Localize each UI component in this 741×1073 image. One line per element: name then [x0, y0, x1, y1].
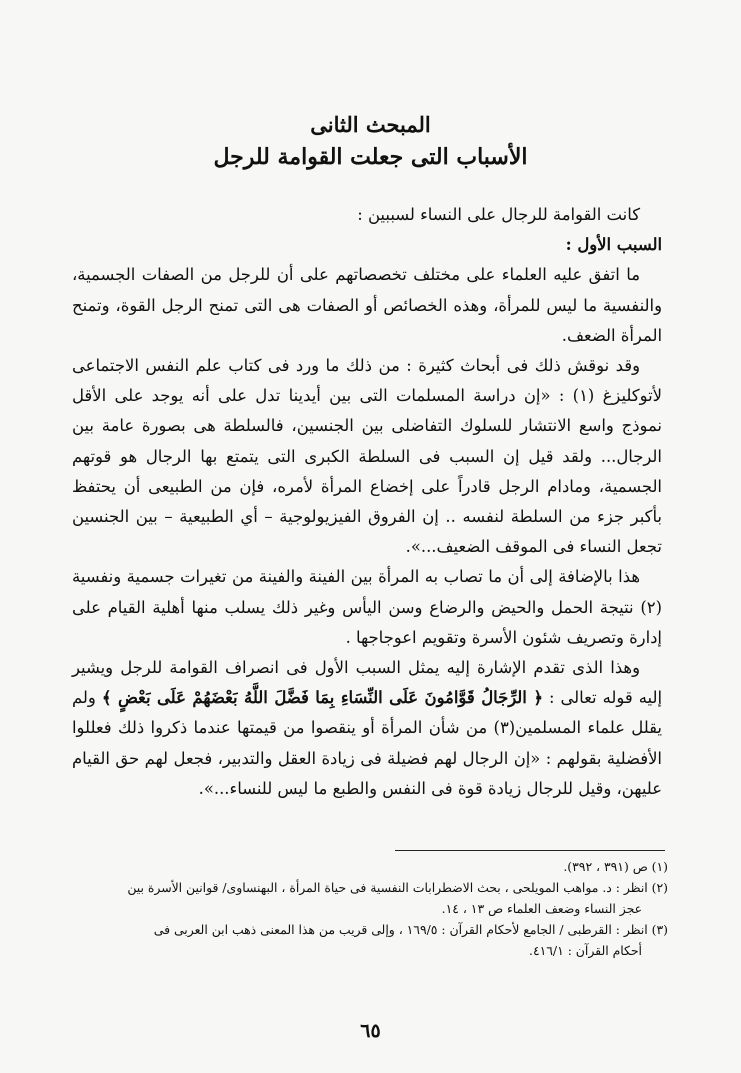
intro-paragraph: كانت القوامة للرجال على النساء لسببين : [357, 205, 640, 224]
footnote-3: (٣) انظر : القرطبى / الجامع لأحكام القرآن : ١٦٩/٥ ، وإلى قريب من هذا المعنى ذهب ابن العربى فى [153, 922, 668, 937]
footnote-2: (٢) انظر : د. مواهب المويلحى ، بحث الاضطرابات النفسية فى حياة المرأة ، البهنساوى/ قوانين الأسرة بين [127, 880, 668, 895]
footnote-2-continued: عجز النساء وضعف العلماء ص ١٣ ، ١٤. [441, 901, 642, 916]
paragraph-2: وقد نوقش ذلك فى أبحاث كثيرة : من ذلك ما ورد فى كتاب علم النفس الاجتماعى لأتوكليزغ (١) : «إن دراسة المسلمات التى بين أيدينا تدل على أنه يوجد على الأقل نموذج واسع الانتشار للسلوك التفاضلى بين الجنسين، فالسلطة هى بصورة عامة بين الرجال... ولقد قيل إن السبب فى السلطة الكبرى التى يتمتع بها الرجال هو قوتهم الجسمية، ومادام الرجل قادراً على إخضاع المرأة لأمره، فإن من الطبيعى أن يحتفظ بأكبر جزء من السلطة لنفسه .. إن الفروق الفيزيولوجية – أي الطبيعية – بين الجنسين تجعل النساء فى الموقف الضعيف...». [72, 356, 662, 557]
section-heading: الأسباب التى جعلت القوامة للرجل [213, 144, 528, 170]
footnote-1: (١) ص (٣٩١ ، ٣٩٢). [563, 859, 668, 874]
paragraph-4-start: وهذا الذى تقدم الإشارة إليه يمثل السبب الأول فى انصراف القوامة للرجل ويشير إليه قوله تعالى : [72, 658, 662, 708]
footnotes [72, 856, 668, 961]
body-text [72, 200, 662, 804]
page-number: ٦٥ [360, 1020, 381, 1042]
footnote-3-continued: أحكام القرآن : ٤١٦/١. [529, 943, 642, 958]
quran-verse: ﴿ الرِّجَالُ قَوَّامُونَ عَلَى النِّسَاءِ بِمَا فَضَّلَ اللَّهُ بَعْضَهُمْ عَلَى بَعْضٍ ﴾ [101, 688, 543, 708]
footnote-divider [395, 850, 665, 851]
paragraph-4-end: ولم يقلل علماء المسلمين(٣) من شأن المرأة أو ينقصوا من قيمتها عندما ذكروا ذلك فعللوا الأفضلية بقولهم : «إن الرجال لهم فضيلة فى زيادة العقل والتدبير، فجعل لهم حق القيام عليهن، وقيل للرجال زيادة قوة فى النفس والطبع ما ليس للنساء...». [72, 688, 662, 798]
paragraph-1: ما اتفق عليه العلماء على مختلف تخصصاتهم على أن للرجل من الصفات الجسمية، والنفسية ما ليس للمرأة، وهذه الخصائص أو الصفات هى التى تمنح الرجل القوة، وتمنح المرأة الضعف. [72, 265, 662, 345]
chapter-heading: المبحث الثانى [310, 112, 431, 137]
paragraph-3: هذا بالإضافة إلى أن ما تصاب به المرأة بين الفينة والفينة من تغيرات جسمية ونفسية (٢) نتيجة الحمل والحيض والرضاع وسن اليأس وغير ذلك يسلب منها أهلية القيام على إدارة وتصريف شئون الأسرة وتقويم اعوجاجها . [72, 567, 662, 647]
paragraph-4 [72, 653, 662, 804]
reason-one-title: السبب الأول : [565, 235, 662, 255]
